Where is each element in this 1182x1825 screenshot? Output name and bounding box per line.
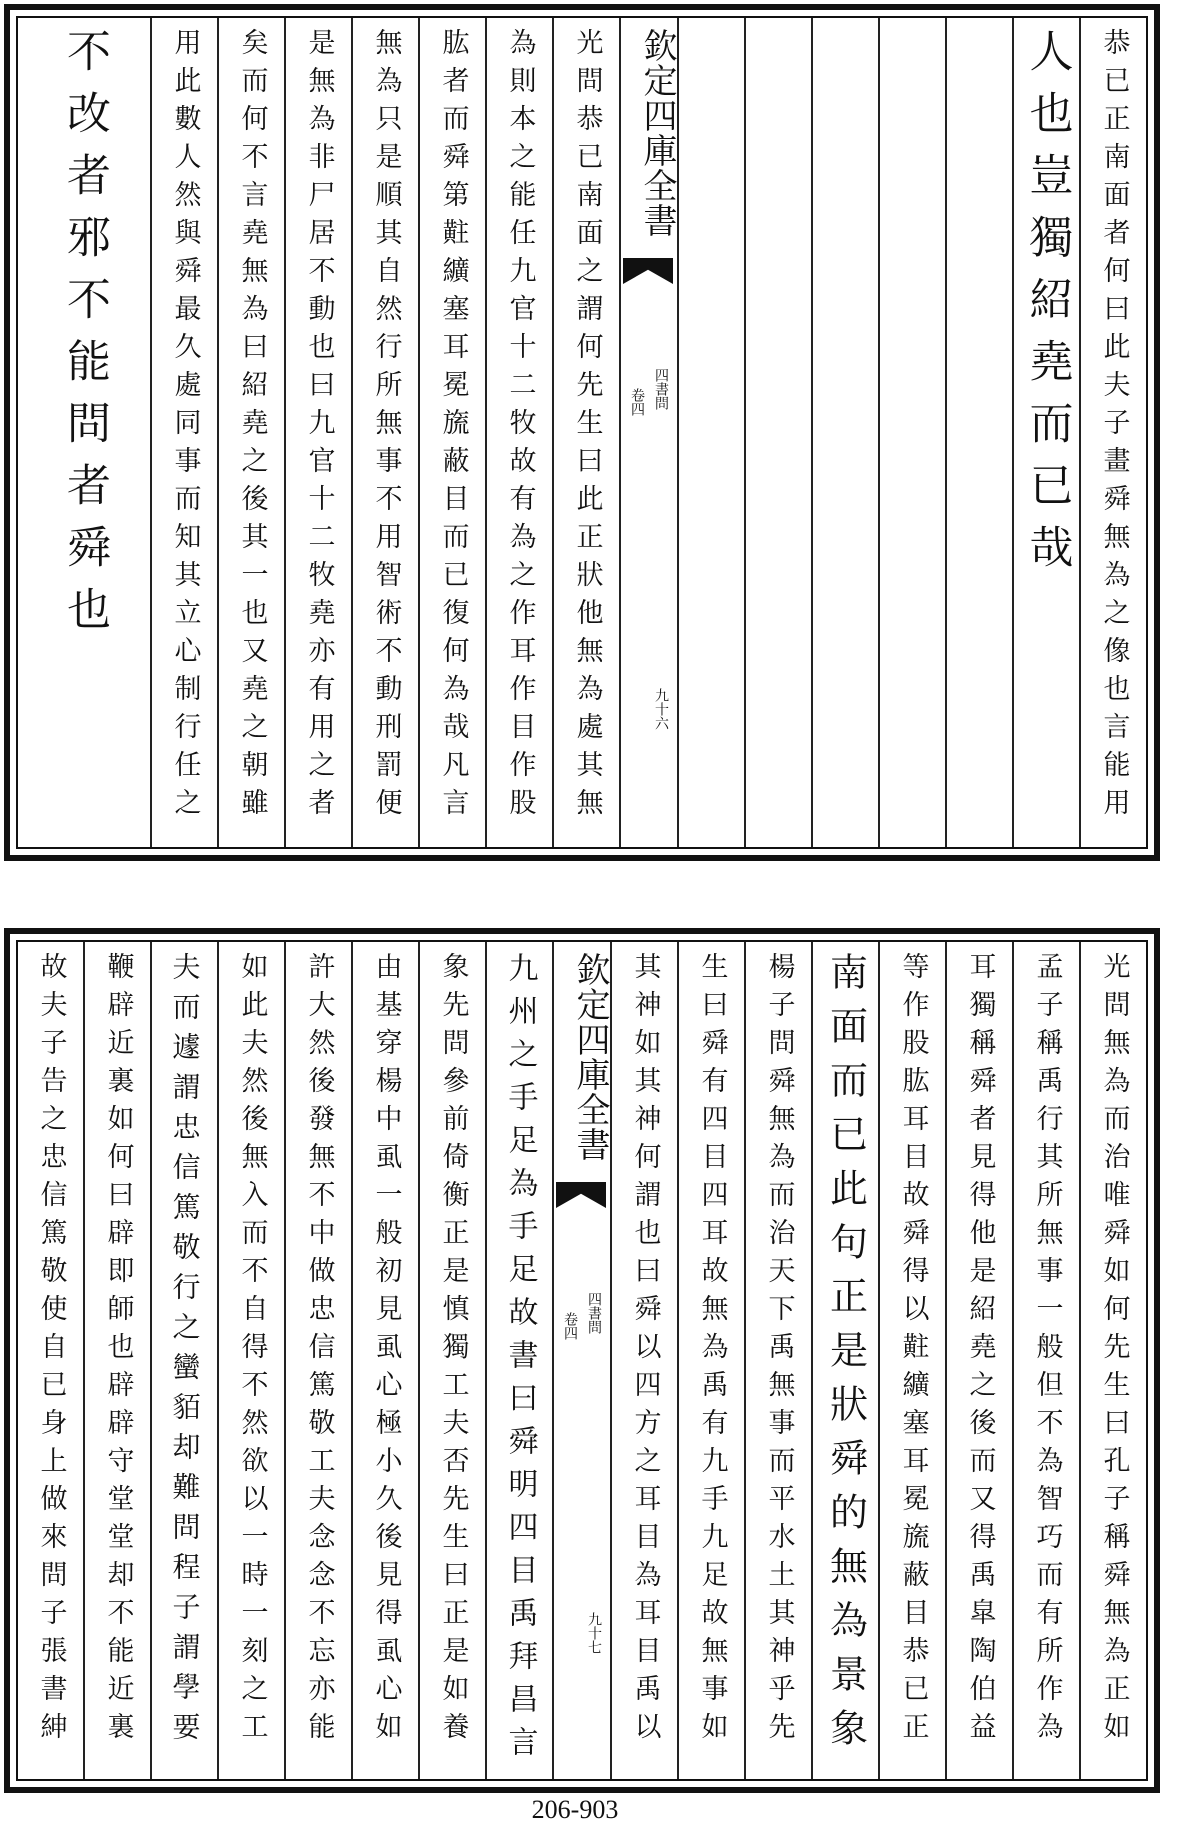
text-column — [18, 942, 83, 1779]
top-page — [4, 4, 1160, 861]
column-text: 等作股肱耳目故舜得以黈纊塞耳冕旒蔽目恭已正 — [897, 952, 929, 1750]
empty-column — [945, 18, 1012, 847]
fish-tail-mark-icon — [556, 1182, 606, 1208]
column-text: 鞭辟近裏如何曰辟即師也辟辟守堂堂却不能近裏 — [102, 952, 134, 1750]
column-text: 耳獨稱舜者見得他是紹堯之後而又得禹皐陶伯益 — [964, 952, 996, 1750]
fish-tail-mark-icon — [623, 258, 673, 284]
text-column — [1012, 18, 1079, 847]
text-column — [351, 18, 418, 847]
text-column — [18, 18, 150, 847]
text-column — [485, 18, 552, 847]
center-fold — [619, 18, 677, 847]
column-text: 為則本之能任九官十二牧故有為之作耳作目作股 — [504, 28, 536, 826]
text-column — [1079, 942, 1146, 1779]
column-text: 恭已正南面者何曰此夫子畫舜無為之像也言能用 — [1098, 28, 1130, 826]
book-name: 四書問 — [653, 368, 669, 410]
leaf-number: 九十七 — [586, 1612, 602, 1654]
text-column — [284, 18, 351, 847]
text-column — [552, 18, 619, 847]
bottom-page-columns — [16, 940, 1148, 1781]
column-text: 光問無為而治唯舜如何先生曰孔子稱舜無為正如 — [1098, 952, 1130, 1750]
text-column — [83, 942, 150, 1779]
volume-label: 卷四 — [629, 388, 645, 416]
text-column — [878, 942, 945, 1779]
text-column — [744, 942, 811, 1779]
column-text: 象先問參前倚衡正是慎獨工夫否先生曰正是如養 — [437, 952, 469, 1750]
center-fold — [552, 942, 610, 1779]
leaf-number: 九十六 — [653, 688, 669, 730]
text-column — [351, 942, 418, 1779]
column-text: 如此夫然後無入而不自得不然欲以一時一刻之工 — [236, 952, 268, 1750]
empty-column — [811, 18, 878, 847]
text-column — [217, 18, 284, 847]
empty-column — [878, 18, 945, 847]
column-text: 九州之手足為手足故書曰舜明四目禹拜昌言 — [502, 952, 538, 1769]
column-text: 用此數人然與舜最久處同事而知其立心制行任之 — [169, 28, 201, 826]
column-text: 其神如其神何謂也曰舜以四方之耳目為耳目禹以 — [629, 952, 661, 1750]
column-text: 無為只是順其自然行所無事不用智術不動刑罰便 — [370, 28, 402, 826]
text-column — [811, 942, 878, 1779]
column-text: 生曰舜有四目四耳故無為禹有九手九足故無事如 — [696, 952, 728, 1750]
text-column — [677, 942, 744, 1779]
column-text: 由基穿楊中虱一般初見虱心極小久後見得虱心如 — [370, 952, 402, 1750]
text-column — [945, 942, 1012, 1779]
text-column — [418, 18, 485, 847]
text-column — [217, 942, 284, 1779]
column-text: 楊子問舜無為而治天下禹無事而平水土其神乎先 — [763, 952, 795, 1750]
text-column — [1012, 942, 1079, 1779]
empty-column — [744, 18, 811, 847]
column-text: 矣而何不言堯無為曰紹堯之後其一也又堯之朝雖 — [236, 28, 268, 826]
text-column — [1079, 18, 1146, 847]
top-page-columns — [16, 16, 1148, 849]
column-text: 夫而遽謂忠信篤敬行之蠻貊却難問程子謂學要 — [168, 952, 202, 1752]
book-name: 四書問 — [586, 1292, 602, 1334]
book-title: 欽定四庫全書 — [637, 28, 677, 238]
text-column — [150, 18, 217, 847]
column-text: 光問恭已南面之謂何先生曰此正狀他無為處其無 — [571, 28, 603, 826]
column-text: 人也豈獨紹堯而已哉 — [1021, 28, 1073, 586]
volume-label: 卷四 — [562, 1312, 578, 1340]
bottom-page — [4, 928, 1160, 1793]
column-text: 孟子稱禹行其所無事一般但不為智巧而有所作為 — [1031, 952, 1063, 1750]
column-text: 南面而已此句正是狀舜的無為景象 — [823, 952, 868, 1762]
text-column — [150, 942, 217, 1779]
text-column — [418, 942, 485, 1779]
page-number: 206-903 — [531, 1795, 619, 1824]
text-column — [485, 942, 552, 1779]
text-column — [284, 942, 351, 1779]
column-text: 不改者邪不能問者舜也 — [59, 28, 110, 648]
column-text: 是無為非尸居不動也曰九官十二牧堯亦有用之者 — [303, 28, 335, 826]
column-text: 肱者而舜第黈纊塞耳冕旒蔽目而已復何為哉凡言 — [437, 28, 469, 826]
column-text: 故夫子告之忠信篤敬使自已身上做來問子張書紳 — [35, 952, 67, 1750]
empty-column — [677, 18, 744, 847]
book-title: 欽定四庫全書 — [570, 952, 610, 1162]
text-column — [610, 942, 677, 1779]
column-text: 許大然後發無不中做忠信篤敬工夫念念不忘亦能 — [303, 952, 335, 1750]
